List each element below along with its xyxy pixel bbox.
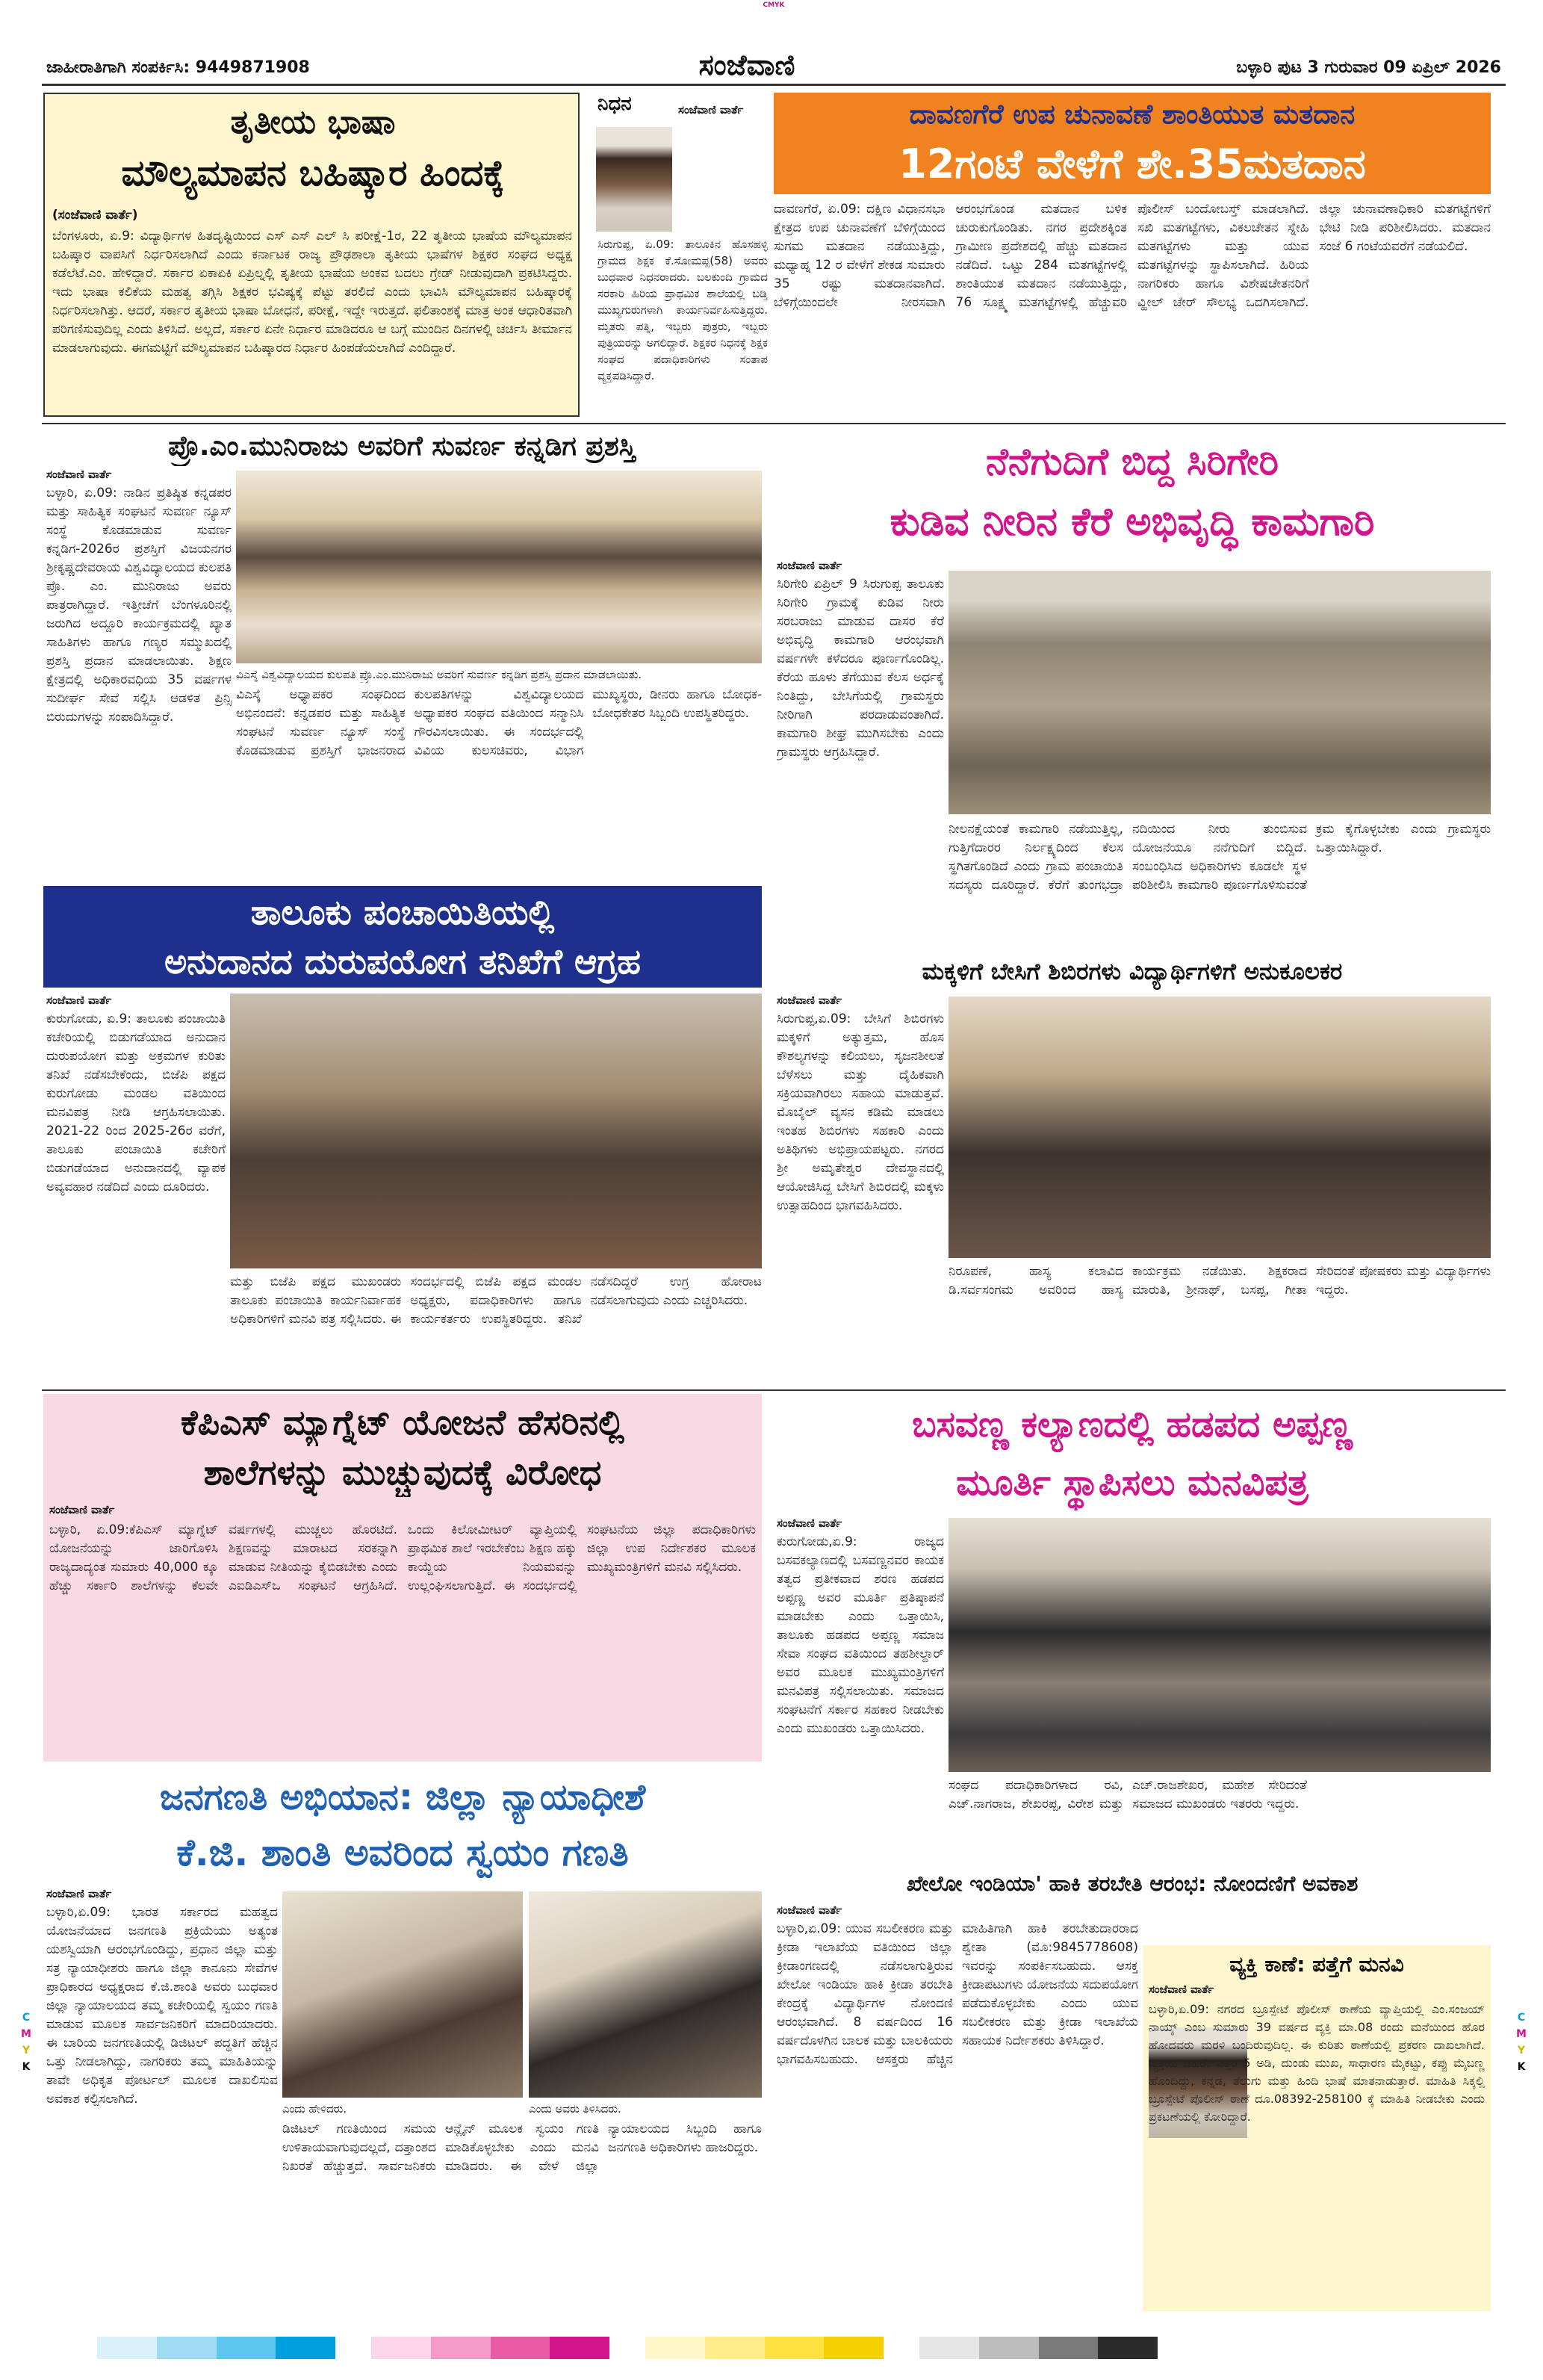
basavanna-body-bottom: ಸಂಘದ ಪದಾಧಿಕಾರಿಗಳಾದ ರವಿ, ಎಚ್.ನಾಗರಾಜ, ಶೇಖರಪ್ಪ, ವಿರೇಶ ಮತ್ತು ಎಚ್.ರಾಜಶೇಖರ, ಮಹೇಶ ಸೇರಿದಂತೆ ಸಮಾಜದ ಮುಖಂಡರು ಇತರರು ಇದ್ದರು.: [949, 1778, 1307, 1812]
cmyk-side-right: C M Y K: [1516, 2012, 1527, 2073]
taluk-panchayat-body-left: ಕುರುಗೋಡು, ಏ.9: ತಾಲೂಕು ಪಂಚಾಯಿತಿ ಕಚೇರಿಯಲ್ಲಿ ಬಿಡುಗಡೆಯಾದ ಅನುದಾನ ದುರುಪಯೋಗ ಮತ್ತು ಅಕ್ರಮಗಳ ಕುರಿತು ತನಿಖೆ ನಡೆಸಬೇಕೆಂದು, ಬಿಜೆಪಿ ಪಕ್ಷದ ಕುರುಗೋಡು ಮಂಡಲ ವತಿಯಿಂದ ಮನವಿಪತ್ರ ನೀಡಿ ಆಗ್ರಹಿಸಲಾಯಿತು. 2021-22 ರಿಂದ 2025-26ರ ವರೆಗೆ, ತಾಲೂಕು ಪಂಚಾಯಿತಿ ಕಚೇರಿಗೆ ಬಿಡುಗಡೆಯಾದ ಅನುದಾನದಲ್ಲಿ ವ್ಯಾಪಕ ಅವ್ಯವಹಾರ ನಡೆದಿದೆ ಎಂದು ದೂರಿದರು.: [46, 1011, 226, 1194]
sirigeri-byline: ಸಂಜೆವಾಣಿ ವಾರ್ತೆ: [777, 559, 842, 572]
basavanna-headline-2: ಮೂರ್ತಿ ಸ್ಥಾಪಿಸಲು ಮನವಿಪತ್ರ: [956, 1462, 1308, 1504]
census-headline-1: ಜನಗಣತಿ ಅಭಿಯಾನ: ಜಿಲ್ಲಾ ನ್ಯಾಯಾಧೀಶೆ: [159, 1776, 646, 1818]
third-language-headline-1: ತೃತೀಯ ಭಾಷಾ: [230, 103, 396, 141]
census-body-bottom: ಡಿಜಿಟಲ್ ಗಣತಿಯಿಂದ ಸಮಯ ಉಳಿತಾಯವಾಗುವುದಲ್ಲದೆ, ದತ್ತಾಂಶದ ನಿಖರತೆ ಹೆಚ್ಚುತ್ತದೆ. ಸಾರ್ವಜನಿಕರು ಆನ್ಲೈನ್ ಮೂಲಕ ಸ್ವಯಂ ಗಣತಿ ಮಾಡಿಕೊಳ್ಳಬೇಕು ಎಂದು ಮನವಿ ಮಾಡಿದರು. ಈ ವೇಳೆ ಜಿಲ್ಲಾ ನ್ಯಾಯಾಲಯದ ಸಿಬ್ಬಂದಿ ಹಾಗೂ ಜನಗಣತಿ ಅಧಿಕಾರಿಗಳು ಹಾಜರಿದ್ದರು.: [282, 2122, 762, 2174]
summer-camp-headline: ಮಕ್ಕಳಿಗೆ ಬೇಸಿಗೆ ಶಿಬಿರಗಳು ವಿದ್ಯಾರ್ಥಿಗಳಿಗೆ ಅನುಕೂಲಕರ: [922, 958, 1343, 985]
sirigeri-body-left: ಸಿರಿಗೇರಿ ಏಪ್ರಿಲ್ 9 ಸಿರುಗುಪ್ಪ ತಾಲೂಕು ಸಿರಿಗೇರಿ ಗ್ರಾಮಕ್ಕೆ ಕುಡಿವ ನೀರು ಸರಬರಾಜು ಮಾಡುವ ದಾಸರ ಕೆರೆ ಅಭಿವೃದ್ಧಿ ಕಾಮಗಾರಿ ಆರಂಭವಾಗಿ ವರ್ಷಗಳೇ ಕಳೆದರೂ ಪೂರ್ಣಗೊಂಡಿಲ್ಲ. ಕೆರೆಯ ಹೂಳು ತೆಗೆಯುವ ಕೆಲಸ ಅರ್ಧಕ್ಕೆ ನಿಂತಿದ್ದು, ಬೇಸಿಗೆಯಲ್ಲಿ ಗ್ರಾಮಸ್ಥರು ನೀರಿಗಾಗಿ ಪರದಾಡುವಂತಾಗಿದೆ. ಕಾಮಗಾರಿ ಶೀಘ್ರ ಮುಗಿಸಬೇಕು ಎಂದು ಗ್ರಾಮಸ್ಥರು ಆಗ್ರಹಿಸಿದ್ದಾರೆ.: [777, 577, 944, 760]
basavanna-photo: [949, 1518, 1491, 1772]
row1-rule: [42, 423, 1506, 424]
award-body-bottom: ವಿಎಸ್ಕೆ ಅಧ್ಯಾಪಕರ ಸಂಘದಿಂದ ಅಭಿನಂದನೆ: ಕನ್ನಡಪರ ಮತ್ತು ಸಾಹಿತ್ಯಿಕ ಸಂಘಟನೆ ಸುವರ್ಣ ನ್ಯೂಸ್ ಸಂಸ್ಥೆ ಕೊಡಮಾಡುವ ಪ್ರಶಸ್ತಿಗೆ ಭಾಜನರಾದ ಕುಲಪತಿಗಳನ್ನು ವಿಶ್ವವಿದ್ಯಾಲಯದ ಅಧ್ಯಾಪಕರ ಸಂಘದ ವತಿಯಿಂದ ಸನ್ಮಾನಿಸಿ ಗೌರವಿಸಲಾಯಿತು. ಈ ಸಂದರ್ಭದಲ್ಲಿ ವಿವಿಯ ಕುಲಸಚಿವರು, ವಿಭಾಗ ಮುಖ್ಯಸ್ಥರು, ಡೀನರು ಹಾಗೂ ಬೋಧಕ-ಬೋಧಕೇತರ ಸಿಬ್ಬಂದಿ ಉಪಸ್ಥಿತರಿದ್ದರು.: [236, 687, 762, 758]
census-body-left: ಬಳ್ಳಾರಿ,ಏ.09: ಭಾರತ ಸರ್ಕಾರದ ಮಹತ್ವದ ಯೋಜನೆಯಾದ ಜನಗಣತಿ ಪ್ರಕ್ರಿಯೆಯು ಅತ್ಯಂತ ಯಶಸ್ವಿಯಾಗಿ ಆರಂಭಗೊಂಡಿದ್ದು, ಪ್ರಧಾನ ಜಿಲ್ಲಾ ಮತ್ತು ಸತ್ರ ನ್ಯಾಯಾಧೀಶರು ಹಾಗೂ ಜಿಲ್ಲಾ ಕಾನೂನು ಸೇವೆಗಳ ಪ್ರಾಧಿಕಾರದ ಅಧ್ಯಕ್ಷರಾದ ಕೆ.ಜಿ.ಶಾಂತಿ ಅವರು ಬುಧವಾರ ಜಿಲ್ಲಾ ನ್ಯಾಯಾಲಯದ ತಮ್ಮ ಕಚೇರಿಯಲ್ಲಿ ಸ್ವಯಂ ಗಣತಿ ಮಾಡುವ ಮೂಲಕ ಸಾರ್ವಜನಿಕರಿಗೆ ಮಾದರಿಯಾದರು. ಈ ಬಾರಿಯ ಜನಗಣತಿಯಲ್ಲಿ ಡಿಜಿಟಲ್ ಪದ್ಧತಿಗೆ ಹೆಚ್ಚಿನ ಒತ್ತು ನೀಡಲಾಗಿದ್ದು, ನಾಗರಿಕರು ತಮ್ಮ ಮಾಹಿತಿಯನ್ನು ತಾವೇ ಅಧಿಕೃತ ಪೋರ್ಟಲ್ ಮೂಲಕ ದಾಖಲಿಸುವ ಅವಕಾಶ ಕಲ್ಪಿಸಲಾಗಿದೆ.: [46, 1905, 278, 2107]
census-headline-box: [43, 1769, 762, 1881]
award-byline: ಸಂಜೆವಾಣಿ ವಾರ್ತೆ: [46, 468, 112, 481]
cmyk-side-left: C M Y K: [21, 2012, 31, 2073]
sirigeri-headline-1: ನೆನೆಗುದಿಗೆ ಬಿದ್ದ ಸಿರಿಗೇರಿ: [986, 440, 1279, 483]
color-calibration-bar: [97, 2337, 1158, 2359]
by-election-body: ದಾವಣಗೆರೆ, ಏ.09: ದಕ್ಷಿಣ ವಿಧಾನಸಭಾ ಕ್ಷೇತ್ರದ ಉಪ ಚುನಾವಣೆಗೆ ಬೆಳಿಗ್ಗೆಯಿಂದ ಸುಗಮ ಮತದಾನ ನಡೆಯುತ್ತಿದ್ದು, ಮಧ್ಯಾಹ್ನ 12 ರ ವೇಳೆಗೆ ಶೇಕಡ ಸುಮಾರು 35 ರಷ್ಟು ಮತದಾನವಾಗಿದೆ. ಬೆಳಿಗ್ಗೆಯಿಂದಲೇ ನೀರಸವಾಗಿ ಆರಂಭಗೊಂಡ ಮತದಾನ ಬಳಿಕ ಚುರುಕುಗೊಂಡಿತು. ನಗರ ಪ್ರದೇಶಕ್ಕಿಂತ ಗ್ರಾಮೀಣ ಪ್ರದೇಶದಲ್ಲಿ ಹೆಚ್ಚು ಮತದಾನ ನಡೆದಿದೆ. ಒಟ್ಟು 284 ಮತಗಟ್ಟೆಗಳಲ್ಲಿ ಶಾಂತಿಯುತ ಮತದಾನ ನಡೆಯುತ್ತಿದ್ದು, 76 ಸೂಕ್ಷ್ಮ ಮತಗಟ್ಟೆಗಳಲ್ಲಿ ಹೆಚ್ಚುವರಿ ಪೊಲೀಸ್ ಬಂದೋಬಸ್ತ್ ಮಾಡಲಾಗಿದೆ. ಸಖಿ ಮತಗಟ್ಟೆಗಳು, ವಿಕಲಚೇತನ ಸ್ನೇಹಿ ಮತಗಟ್ಟೆಗಳು ಮತ್ತು ಯುವ ಮತಗಟ್ಟೆಗಳನ್ನು ಸ್ಥಾಪಿಸಲಾಗಿದೆ. ಹಿರಿಯ ನಾಗರಿಕರು ಹಾಗೂ ವಿಶೇಷಚೇತನರಿಗೆ ವ್ಹೀಲ್ ಚೇರ್ ಸೌಲಭ್ಯ ಒದಗಿಸಲಾಗಿದೆ. ಜಿಲ್ಲಾ ಚುನಾವಣಾಧಿಕಾರಿ ಮತಗಟ್ಟೆಗಳಿಗೆ ಭೇಟಿ ನೀಡಿ ಪರಿಶೀಲಿಸಿದರು. ಮತದಾನ ಸಂಜೆ 6 ಗಂಟೆಯವರೆಗೆ ನಡೆಯಲಿದೆ.: [774, 202, 1491, 310]
obituary-section: ನಿಧನ: [597, 93, 632, 115]
ad-contact: ಜಾಹೀರಾತಿಗಾಗಿ ಸಂಪರ್ಕಿಸಿ: 9449871908: [46, 58, 310, 77]
summer-camp-body-bottom: ನಿರೂಪಣೆ, ಹಾಸ್ಯ ಕಲಾವಿದ ಡಿ.ಸರ್ವಸಂಗಮ ಅವರಿಂದ ಹಾಸ್ಯ ಕಾರ್ಯಕ್ರಮ ನಡೆಯಿತು. ಶಿಕ್ಷಕರಾದ ಮಾರುತಿ, ಶ್ರೀನಾಥ್, ಬಸಪ್ಪ, ಗೀತಾ ಸೇರಿದಂತೆ ಪೋಷಕರು ಮತ್ತು ವಿದ್ಯಾರ್ಥಿಗಳು ಇದ್ದರು.: [949, 1264, 1491, 1298]
brand-name: ಸಂಜೆವಾಣಿ: [698, 48, 795, 81]
basavanna-headline-1: ಬಸವಣ್ಣ ಕಲ್ಯಾಣದಲ್ಲಿ ಹಡಪದ ಅಪ್ಪಣ್ಣ: [912, 1404, 1353, 1445]
census-photo-right: [529, 1891, 762, 2098]
third-language-body: ಬೆಂಗಳೂರು, ಏ.9: ವಿದ್ಯಾರ್ಥಿಗಳ ಹಿತದೃಷ್ಟಿಯಿಂದ ಎಸ್ ಎಸ್ ಎಲ್ ಸಿ ಪರೀಕ್ಷೆ-1ರ, 22 ತೃತೀಯ ಭಾಷೆಯ ಮೌಲ್ಯಮಾಪನ ಬಹಿಷ್ಕಾರ ವಾಪಸಿಗೆ ನಿರ್ಧರಿಸಲಾಗಿದೆ ಎಂದು ಕರ್ನಾಟಕ ರಾಜ್ಯ ಪ್ರೌಢಶಾಲಾ ತೃತೀಯ ಭಾಷೆಗಳ ಶಿಕ್ಷಕರ ಸಂಘದ ಅಧ್ಯಕ್ಷ ಕಡೆಲೆಟೆ.ಎಂ. ಹೇಳಿದ್ದಾರೆ. ಸರ್ಕಾರ ಏಕಾಏಕಿ ಏಪ್ರಿಲ್ನಲ್ಲಿ ತೃತೀಯ ಭಾಷೆಯ ಅಂಕವ ಬದಲು ಗ್ರೇಡ್ ನೀಡುವುದಾಗಿ ಪ್ರಕಟಿಸಿದ್ದರು. ಇದು ಭಾಷಾ ಕಲಿಕೆಯ ಮಹತ್ವ ತಗ್ಗಿಸಿ ಶಿಕ್ಷಕರ ಭವಿಷ್ಯಕ್ಕೆ ಪೆಟ್ಟು ತರಲಿದೆ ಎಂದು ಭಾವಿಸಿ ಮೌಲ್ಯಮಾಪನ ಬಹಿಷ್ಕಾರಕ್ಕೆ ನಿರ್ಧರಿಸಲಾಗಿತ್ತು. ಆದರೆ, ಸರ್ಕಾರ ತೃತೀಯ ಭಾಷಾ ಬೋಧನೆ, ಪರೀಕ್ಷೆ, ಇದ್ದೇ ಇರುತ್ತದೆ. ಫಲಿತಾಂಶಕ್ಕೆ ಮಾತ್ರ ಅಂಕ ಆಧಾರಿತವಾಗಿ ಪರಿಗಣಿಸುವುದಿಲ್ಲ ಎಂದು ತಿಳಿಸಿದೆ. ಅಲ್ಲದೆ, ಸರ್ಕಾರ ಏನೇ ನಿರ್ಧಾರ ಮಾಡಿದರೂ ಆ ಬಗ್ಗೆ ಮುಂದಿನ ದಿನಗಳಲ್ಲಿ ಚರ್ಚಿಸಿ ತೀರ್ಮಾನ ಮಾಡಲಾಗುವುದು. ಈಗಮಟ್ಟಿಗೆ ಮೌಲ್ಯಮಾಪನ ಬಹಿಷ್ಕಾರದ ನಿರ್ಧಾರ ಹಿಂಪಡೆಯಲಾಗಿದೆ ಎಂದಿದ್ದಾರೆ.: [52, 229, 572, 356]
census-caption-right: ಎಂದು ಅವರು ತಿಳಿಸಿದರು.: [529, 2102, 621, 2116]
taluk-panchayat-banner: [43, 886, 762, 988]
basavanna-headline-box: [774, 1394, 1491, 1513]
summer-camp-body-left: ಸಿರುಗುಪ್ಪ,ಏ.09: ಬೇಸಿಗೆ ಶಿಬಿರಗಳು ಮಕ್ಕಳಿಗೆ ಅತ್ಯುತ್ತಮ, ಹೊಸ ಕೌಶಲ್ಯಗಳನ್ನು ಕಲಿಯಲು, ಸೃಜನಶೀಲತೆ ಬೆಳೆಸಲು ಮತ್ತು ದೈಹಿಕವಾಗಿ ಸಕ್ರಿಯವಾಗಿರಲು ಸಹಾಯ ಮಾಡುತ್ತವೆ. ಮೊಬೈಲ್ ವ್ಯಸನ ಕಡಿಮೆ ಮಾಡಲು ಇಂತಹ ಶಿಬಿರಗಳು ಸಹಕಾರಿ ಎಂದು ಅತಿಥಿಗಳು ಅಭಿಪ್ರಾಯಪಟ್ಟರು. ನಗರದ ಶ್ರೀ ಅಮೃತೇಶ್ವರ ದೇವಸ್ಥಾನದಲ್ಲಿ ಆಯೋಜಿಸಿದ್ದ ಬೇಸಿಗೆ ಶಿಬಿರದಲ್ಲಿ ಮಕ್ಕಳು ಉತ್ಸಾಹದಿಂದ ಭಾಗವಹಿಸಿದರು.: [777, 1011, 944, 1213]
taluk-panchayat-photo: [230, 994, 762, 1268]
taluk-panchayat-headline-2: ಅನುದಾನದ ದುರುಪಯೋಗ ತನಿಖೆಗೆ ಆಗ್ರಹ: [164, 941, 642, 982]
summer-camp-photo: [949, 997, 1491, 1258]
basavanna-body-left: ಕುರುಗೋಡು,ಏ.9: ರಾಜ್ಯದ ಬಸವಕಲ್ಯಾಣದಲ್ಲಿ ಬಸವಣ್ಣನವರ ಕಾಯಕ ತತ್ವದ ಪ್ರತೀಕವಾದ ಶರಣ ಹಡಪದ ಅಪ್ಪಣ್ಣ ಅವರ ಮೂರ್ತಿ ಪ್ರತಿಷ್ಠಾಪನೆ ಮಾಡಬೇಕು ಎಂದು ಒತ್ತಾಯಿಸಿ, ತಾಲೂಕು ಹಡಪದ ಅಪ್ಪಣ್ಣ ಸಮಾಜ ಸೇವಾ ಸಂಘದ ವತಿಯಿಂದ ತಹಶೀಲ್ದಾರ್ ಅವರ ಮೂಲಕ ಮುಖ್ಯಮಂತ್ರಿಗಳಿಗೆ ಮನವಿಪತ್ರ ಸಲ್ಲಿಸಲಾಯಿತು. ಸಮಾಜದ ಸಂಘಟನೆಗೆ ಸರ್ಕಾರ ಸಹಕಾರ ನೀಡಬೇಕು ಎಂದು ಮುಖಂಡರು ಒತ್ತಾಯಿಸಿದರು.: [777, 1534, 944, 1736]
taluk-panchayat-headline-1: ತಾಲೂಕು ಪಂಚಾಯಿತಿಯಲ್ಲಿ: [250, 892, 555, 932]
brand-logo: [635, 48, 859, 82]
summer-camp-byline: ಸಂಜೆವಾಣಿ ವಾರ್ತೆ: [777, 994, 842, 1007]
third-language-box: [43, 93, 580, 417]
missing-person-headline: ವ್ಯಕ್ತಿ ಕಾಣೆ: ಪತ್ತೆಗೆ ಮನವಿ: [1229, 1952, 1404, 1977]
kps-magnet-box: [43, 1394, 762, 1761]
obituary-portrait: [596, 127, 672, 232]
missing-person-body: ಬಳ್ಳಾರಿ,ಏ.09: ನಗರದ ಬ್ರೂಸ್ಪೇಟೆ ಪೊಲೀಸ್ ಠಾಣೆಯ ವ್ಯಾಪ್ತಿಯಲ್ಲಿ ಎಂ.ಸಂಜಯ್ ನಾಯ್ಕ್ ಎಂಬ ಸುಮಾರು 39 ವರ್ಷದ ವ್ಯಕ್ತಿ ಮಾ.08 ರಂದು ಮನೆಯಿಂದ ಹೊರ ಹೋದವರು ಮರಳಿ ಬಂದಿರುವುದಿಲ್ಲ. ಈ ಕುರಿತು ಠಾಣೆಯಲ್ಲಿ ಪ್ರಕರಣ ದಾಖಲಾಗಿದೆ. ವ್ಯಕ್ತಿಯ ಚಹರೆ: ಎತ್ತರ 5 ಅಡಿ, ದುಂಡು ಮುಖ, ಸಾಧಾರಣ ಮೈಕಟ್ಟು, ಕಪ್ಪು ಮೈಬಣ್ಣ ಹೊಂದಿದ್ದು, ಕನ್ನಡ, ತೆಲುಗು ಮತ್ತು ಹಿಂದಿ ಭಾಷೆ ಮಾತನಾಡುತ್ತಾರೆ. ಮಾಹಿತಿ ಸಿಕ್ಕಲ್ಲಿ ಬ್ರೂಸ್ಪೇಟೆ ಪೊಲೀಸ್ ಠಾಣೆ ದೂ.08392-258100 ಕ್ಕೆ ಮಾಹಿತಿ ನೀಡಬೇಕು ಎಂದು ಪ್ರಕಟಣೆಯಲ್ಲಿ ಕೋರಿದ್ದಾರೆ.: [1149, 2002, 1485, 2124]
kps-magnet-headline-1: ಕೆಪಿಎಸ್ ಮ್ಯಾಗ್ನೆಟ್ ಯೋಜನೆ ಹೆಸರಿನಲ್ಲಿ: [181, 1402, 624, 1442]
basavanna-byline: ಸಂಜೆವಾಣಿ ವಾರ್ತೆ: [777, 1516, 842, 1530]
kps-magnet-headline-2: ಶಾಲೆಗಳನ್ನು ಮುಚ್ಚುವುದಕ್ಕೆ ವಿರೋಧ: [203, 1452, 602, 1493]
edition-line: ಬಳ್ಳಾರಿ ಪುಟ 3 ಗುರುವಾರ 09 ಏಪ್ರಿಲ್ 2026: [1236, 58, 1501, 77]
sirigeri-headline-2: ಕುಡಿವ ನೀರಿನ ಕೆರೆ ಅಭಿವೃದ್ಧಿ ಕಾಮಗಾರಿ: [890, 500, 1375, 545]
cmyk-top-marker: CMYK: [763, 1, 785, 9]
award-photo: [236, 471, 762, 663]
award-headline: ಪ್ರೊ.ಎಂ.ಮುನಿರಾಜು ಅವರಿಗೆ ಸುವರ್ಣ ಕನ್ನಡಿಗ ಪ್ರಶಸ್ತಿ: [168, 431, 636, 462]
award-body-left: ಬಳ್ಳಾರಿ, ಏ.09: ನಾಡಿನ ಪ್ರತಿಷ್ಠಿತ ಕನ್ನಡಪರ ಮತ್ತು ಸಾಹಿತ್ಯಿಕ ಸಂಘಟನೆ ಸುವರ್ಣ ನ್ಯೂಸ್ ಸಂಸ್ಥೆ ಕೊಡಮಾಡುವ ಸುವರ್ಣ ಕನ್ನಡಿಗ-2026ರ ಪ್ರಶಸ್ತಿಗೆ ವಿಜಯನಗರ ಶ್ರೀಕೃಷ್ಣದೇವರಾಯ ವಿಶ್ವವಿದ್ಯಾಲಯದ ಕುಲಪತಿ ಪ್ರೊ. ಎಂ. ಮುನಿರಾಜು ಅವರು ಪಾತ್ರರಾಗಿದ್ದಾರೆ. ಇತ್ತೀಚೆಗೆ ಬೆಂಗಳೂರಿನಲ್ಲಿ ಜರುಗಿದ ಅದ್ದೂರಿ ಕಾರ್ಯಕ್ರಮದಲ್ಲಿ ಖ್ಯಾತ ಸಾಹಿತಿಗಳು ಹಾಗೂ ಗಣ್ಯರ ಸಮ್ಮುಖದಲ್ಲಿ ಪ್ರಶಸ್ತಿ ಪ್ರದಾನ ಮಾಡಲಾಯಿತು. ಶಿಕ್ಷಣ ಕ್ಷೇತ್ರದಲ್ಲಿ ಅಧಿಕಾರವಧಿಯ 35 ವರ್ಷಗಳ ಸುದೀರ್ಘ ಸೇವೆ ಸಲ್ಲಿಸಿ ಆಡಳಿತ ಪ್ರಿನ್ಸಿ ಬಿರುದುಗಳನ್ನು ಸಂಪಾದಿಸಿದ್ದಾರೆ.: [46, 486, 232, 725]
census-caption-left: ಎಂದು ಹೇಳಿದರು.: [282, 2102, 347, 2116]
obituary-byline: ಸಂಜೆವಾಣಿ ವಾರ್ತೆ: [678, 103, 744, 117]
khelo-india-body: ಬಳ್ಳಾರಿ,ಏ.09: ಯುವ ಸಬಲೀಕರಣ ಮತ್ತು ಕ್ರೀಡಾ ಇಲಾಖೆಯ ವತಿಯಿಂದ ಜಿಲ್ಲಾ ಕ್ರೀಡಾಂಗಣದಲ್ಲಿ ನಡೆಸಲಾಗುತ್ತಿರುವ ಖೇಲೋ ಇಂಡಿಯಾ ಹಾಕಿ ಕ್ರೀಡಾ ತರಬೇತಿ ಕೇಂದ್ರಕ್ಕೆ ವಿದ್ಯಾರ್ಥಿಗಳ ನೋಂದಣಿ ಆರಂಭವಾಗಿದೆ. 8 ವರ್ಷದಿಂದ 16 ವರ್ಷದೊಳಗಿನ ಬಾಲಕ ಮತ್ತು ಬಾಲಕಿಯರು ಭಾಗವಹಿಸಬಹುದು. ಆಸಕ್ತರು ಹೆಚ್ಚಿನ ಮಾಹಿತಿಗಾಗಿ ಹಾಕಿ ತರಬೇತುದಾರರಾದ ಶ್ವೇತಾ (ಮೊ:9845778608) ಇವರನ್ನು ಸಂಪರ್ಕಿಸಬಹುದು. ಆಸಕ್ತ ಕ್ರೀಡಾಪಟುಗಳು ಯೋಜನೆಯ ಸದುಪಯೋಗ ಪಡೆದುಕೊಳ್ಳಬೇಕು ಎಂದು ಯುವ ಸಬಲೀಕರಣ ಮತ್ತು ಕ್ರೀಡಾ ಇಲಾಖೆಯ ಸಹಾಯಕ ನಿರ್ದೇಶಕರು ತಿಳಿಸಿದ್ದಾರೆ.: [777, 1921, 1138, 2067]
census-byline: ಸಂಜೆವಾಣಿ ವಾರ್ತೆ: [46, 1887, 112, 1900]
obituary-body: ಸಿರುಗುಪ್ಪ, ಏ.09: ತಾಲೂಕಿನ ಹೊಸಹಳ್ಳಿ ಗ್ರಾಮದ ಶಿಕ್ಷಕ ಕೆ.ಸೋಮಪ್ಪ(58) ಅವರು ಬುಧವಾರ ನಿಧನರಾದರು. ಬಲಕುಂದಿ ಗ್ರಾಮದ ಸರಕಾರಿ ಹಿರಿಯ ಪ್ರಾಥಮಿಕ ಶಾಲೆಯಲ್ಲಿ ಬಡ್ತಿ ಮುಖ್ಯಗುರುಗಳಾಗಿ ಕಾರ್ಯನಿರ್ವಹಿಸುತ್ತಿದ್ದರು. ಮೃತರು ಪತ್ನಿ, ಇಬ್ಬರು ಪುತ್ರರು, ಇಬ್ಬರು ಪುತ್ರಿಯರನ್ನು ಅಗಲಿದ್ದಾರೆ. ಶಿಕ್ಷಕರ ನಿಧನಕ್ಕೆ ಶಿಕ್ಷಕ ಸಂಘದ ಪದಾಧಿಕಾರಿಗಳು ಸಂತಾಪ ವ್ಯಕ್ತಪಡಿಸಿದ್ದಾರೆ.: [597, 238, 768, 382]
khelo-india-byline: ಸಂಜೆವಾಣಿ ವಾರ್ತೆ: [777, 1903, 842, 1917]
sirigeri-body-bottom: ನೀಲನಕ್ಷೆಯಂತೆ ಕಾಮಗಾರಿ ನಡೆಯುತ್ತಿಲ್ಲ, ಗುತ್ತಿಗೆದಾರರ ನಿರ್ಲಕ್ಷ್ಯದಿಂದ ಕೆಲಸ ಸ್ಥಗಿತಗೊಂಡಿದೆ ಎಂದು ಗ್ರಾಮ ಪಂಚಾಯಿತಿ ಸದಸ್ಯರು ದೂರಿದ್ದಾರೆ. ಕೆರೆಗೆ ತುಂಗಭದ್ರಾ ನದಿಯಿಂದ ನೀರು ತುಂಬಿಸುವ ಯೋಜನೆಯೂ ನನೆಗುದಿಗೆ ಬಿದ್ದಿದೆ. ಸಂಬಂಧಿಸಿದ ಅಧಿಕಾರಿಗಳು ಕೂಡಲೇ ಸ್ಥಳ ಪರಿಶೀಲಿಸಿ ಕಾಮಗಾರಿ ಪೂರ್ಣಗೊಳಿಸುವಂತೆ ಕ್ರಮ ಕೈಗೊಳ್ಳಬೇಕು ಎಂದು ಗ್ರಾಮಸ್ಥರು ಒತ್ತಾಯಿಸಿದ್ದಾರೆ.: [949, 822, 1491, 893]
census-headline-2: ಕೆ.ಜಿ. ಶಾಂತಿ ಅವರಿಂದ ಸ್ವಯಂ ಗಣತಿ: [176, 1831, 629, 1874]
kps-magnet-body: ಬಳ್ಳಾರಿ, ಏ.09:ಕೆಪಿಎಸ್ ಮ್ಯಾಗ್ನೆಟ್ ಯೋಜನೆಯನ್ನು ಜಾರಿಗೊಳಿಸಿ ರಾಜ್ಯದಾದ್ಯಂತ ಸುಮಾರು 40,000 ಕ್ಕೂ ಹೆಚ್ಚು ಸರ್ಕಾರಿ ಶಾಲೆಗಳನ್ನು ಕೆಲವೇ ವರ್ಷಗಳಲ್ಲಿ ಮುಚ್ಚಲು ಹೊರಟಿದೆ. ಶಿಕ್ಷಣವನ್ನು ಮಾರಾಟದ ಸರಕನ್ನಾಗಿ ಮಾಡುವ ನೀತಿಯನ್ನು ಕೈಬಿಡಬೇಕು ಎಂದು ಎಐಡಿಎಸ್ಒ ಸಂಘಟನೆ ಆಗ್ರಹಿಸಿದೆ. ಒಂದು ಕಿಲೋಮೀಟರ್ ವ್ಯಾಪ್ತಿಯಲ್ಲಿ ಪ್ರಾಥಮಿಕ ಶಾಲೆ ಇರಬೇಕೆಂಬ ಶಿಕ್ಷಣ ಹಕ್ಕು ಕಾಯ್ದೆಯ ನಿಯಮವನ್ನು ಉಲ್ಲಂಘಿಸಲಾಗುತ್ತಿದೆ. ಈ ಸಂದರ್ಭದಲ್ಲಿ ಸಂಘಟನೆಯ ಜಿಲ್ಲಾ ಪದಾಧಿಕಾರಿಗಳು ಜಿಲ್ಲಾ ಉಪ ನಿರ್ದೇಶಕರ ಮೂಲಕ ಮುಖ್ಯಮಂತ್ರಿಗಳಿಗೆ ಮನವಿ ಸಲ್ಲಿಸಿದರು.: [49, 1522, 756, 1593]
row3-rule: [42, 1389, 1506, 1391]
by-election-headline-2: 12ಗಂಟೆ ವೇಳೆಗೆ ಶೇ.35ಮತದಾನ: [898, 140, 1366, 188]
sirigeri-headline-box: [774, 427, 1491, 556]
census-photo-left: [282, 1891, 523, 2098]
by-election-banner: [774, 93, 1491, 194]
sirigeri-lake-photo: [949, 571, 1491, 814]
khelo-india-headline: ಖೇಲೋ ಇಂಡಿಯಾ' ಹಾಕಿ ತರಬೇತಿ ಆರಂಭ: ನೋಂದಣಿಗೆ ಅವಕಾಶ: [906, 1871, 1359, 1896]
taluk-panchayat-body-bottom: ಮತ್ತು ಬಿಜೆಪಿ ಪಕ್ಷದ ಮುಖಂಡರು ತಾಲೂಕು ಪಂಚಾಯಿತಿ ಕಾರ್ಯನಿರ್ವಾಹಕ ಅಧಿಕಾರಿಗಳಿಗೆ ಮನವಿ ಪತ್ರ ಸಲ್ಲಿಸಿದರು. ಈ ಸಂದರ್ಭದಲ್ಲಿ ಬಿಜೆಪಿ ಪಕ್ಷದ ಮಂಡಲ ಅಧ್ಯಕ್ಷರು, ಪದಾಧಿಕಾರಿಗಳು ಹಾಗೂ ಕಾರ್ಯಕರ್ತರು ಉಪಸ್ಥಿತರಿದ್ದರು. ತನಿಖೆ ನಡೆಸದಿದ್ದರೆ ಉಗ್ರ ಹೋರಾಟ ನಡೆಸಲಾಗುವುದು ಎಂದು ಎಚ್ಚರಿಸಿದರು.: [230, 1274, 762, 1327]
by-election-headline-1: ದಾವಣಗೆರೆ ಉಪ ಚುನಾವಣೆ ಶಾಂತಿಯುತ ಮತದಾನ: [909, 99, 1356, 130]
masthead-rule: [42, 84, 1506, 86]
award-caption: ವಿಎಸ್ಕೆ ವಿಶ್ವವಿದ್ಯಾಲಯದ ಕುಲಪತಿ ಪ್ರೊ.ಎಂ.ಮುನಿರಾಜು ಅವರಿಗೆ ಸುವರ್ಣ ಕನ್ನಡಿಗ ಪ್ರಶಸ್ತಿ ಪ್ರದಾನ ಮಾಡಲಾಯಿತು.: [236, 668, 642, 681]
missing-person-byline: ಸಂಜೆವಾಣಿ ವಾರ್ತೆ: [1149, 1983, 1214, 1996]
taluk-panchayat-byline: ಸಂಜೆವಾಣಿ ವಾರ್ತೆ: [46, 994, 112, 1007]
third-language-headline-2: ಮೌಲ್ಯಮಾಪನ ಬಹಿಷ್ಕಾರ ಹಿಂದಕ್ಕೆ: [121, 152, 505, 194]
missing-person-box: [1143, 1945, 1491, 2311]
third-language-byline: (ಸಂಜೆವಾಣಿ ವಾರ್ತೆ): [52, 208, 138, 223]
kps-magnet-byline: ಸಂಜೆವಾಣಿ ವಾರ್ತೆ: [49, 1503, 115, 1516]
